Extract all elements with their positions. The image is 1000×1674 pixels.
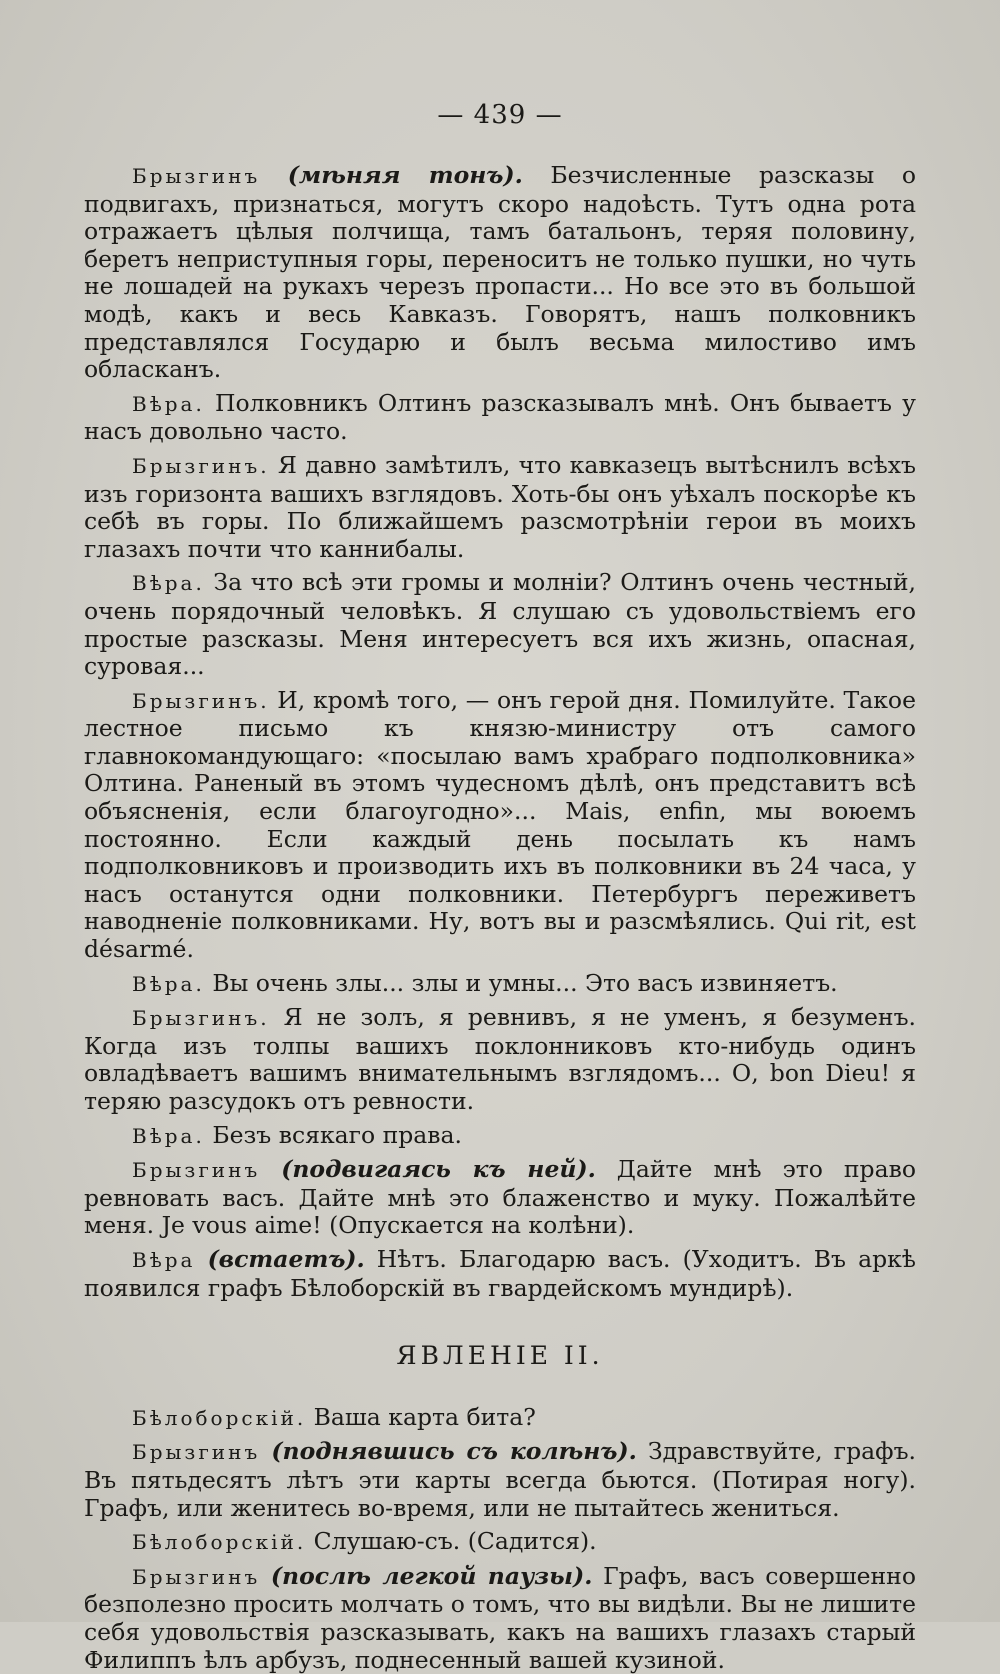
speaker-name: Вѣра. — [132, 971, 205, 996]
dialogue-text: Я давно замѣтилъ, что кавказецъ вытѣснилъ всѣхъ изъ горизонта вашихъ взглядовъ. Хоть-бы онъ уѣхалъ поскорѣе къ себѣ въ горы. По ближайшемъ разсмотрѣніи герои въ моихъ глазахъ почти что каннибалы. — [84, 450, 916, 563]
dialogue-text: Безъ всякаго права. — [204, 1120, 463, 1149]
speaker-name: Брызгинъ — [132, 1564, 261, 1589]
page-number: — 439 — — [437, 100, 563, 130]
dialogue-before-scene — [84, 162, 916, 1302]
dialogue-paragraph — [84, 1528, 916, 1557]
speaker-name: Вѣра — [132, 1247, 196, 1272]
speaker-name: Брызгинъ. — [132, 1006, 270, 1031]
dialogue-text: Дайте мнѣ это право ревновать васъ. Дайте мнѣ это блаженство и муку. Пожалѣйте меня. Je vous aime! (Опускается на колѣни). — [84, 1155, 916, 1240]
dialogue-paragraph — [84, 390, 916, 446]
dialogue-text: Безчисленные разсказы о подвигахъ, признаться, могутъ скоро надоѣсть. Тутъ одна рота отражаетъ цѣлыя полчища, тамъ батальонъ, теряя половину, беретъ неприступныя горы, переноситъ не только пушки, но чуть не лошадей на рукахъ черезъ пропасти... Но все это въ большой модѣ, какъ и весь Кавказъ. Говорятъ, нашъ полковникъ представлялся Государю и былъ весьма милостиво имъ обласканъ. — [84, 161, 916, 384]
dialogue-text: Графъ, васъ совершенно безполезно просить молчать о томъ, что вы видѣли. Вы не лишите себя удовольствія разсказывать, какъ на вашихъ глазахъ старый Филиппъ ѣлъ арбузъ, поднесенный вашей кузиной. — [84, 1561, 916, 1674]
dialogue-paragraph — [84, 1156, 916, 1240]
speaker-name: Вѣра. — [132, 391, 205, 416]
dialogue-text: Ваша карта бита? — [306, 1402, 536, 1431]
dialogue-paragraph — [84, 1122, 916, 1151]
dialogue-text: Нѣтъ. Благодарю васъ. (Уходитъ. Въ аркѣ появился графъ Бѣлоборскій въ гвардейскомъ мундирѣ). — [84, 1244, 916, 1302]
speaker-name: Бѣлоборскій. — [132, 1530, 307, 1555]
stage-direction: (мѣняя тонъ). — [287, 161, 523, 189]
dialogue-text: Слушаю-съ. (Садится). — [306, 1527, 597, 1556]
speaker-name: Вѣра. — [132, 571, 205, 596]
dialogue-paragraph — [84, 1404, 916, 1433]
dialogue-after-scene — [84, 1404, 916, 1674]
play-text — [84, 162, 916, 1674]
stage-direction: (послѣ легкой паузы). — [270, 1561, 593, 1590]
speaker-name: Брызгинъ — [132, 164, 261, 188]
dialogue-paragraph — [84, 569, 916, 680]
stage-direction: (встаетъ). — [207, 1244, 365, 1273]
dialogue-text: Здравствуйте, графъ. Въ пятьдесятъ лѣтъ эти карты всегда бьются. (Потирая ногу). Графъ, или женитесь во-время, или не пытайтесь жениться. — [84, 1437, 916, 1522]
dialogue-text: И, кромѣ того, — онъ герой дня. Помилуйте. Такое лестное письмо къ князю-министру отъ самого главнокомандующаго: «посылаю вамъ храбраго подполковника» Олтина. Раненый въ этомъ чудесномъ дѣлѣ, онъ представитъ всѣ объясненія, если благоугодно»... Mais, enfin, мы воюемъ постоянно. Если каждый день посылать къ намъ подполковниковъ и производить ихъ въ полковники въ 24 часа, у насъ останутся одни полковники. Петербургъ переживетъ наводненіе полковниками. Ну, вотъ вы и разсмѣялись. Qui rit, est désarmé. — [84, 685, 916, 964]
speaker-name: Брызгинъ. — [132, 453, 270, 478]
speaker-name: Брызгинъ — [132, 1440, 261, 1465]
dialogue-text: Полковникъ Олтинъ разсказывалъ мнѣ. Онъ бываетъ у насъ довольно часто. — [84, 388, 916, 446]
dialogue-paragraph — [84, 1246, 916, 1302]
dialogue-paragraph — [84, 1563, 916, 1674]
dialogue-paragraph — [84, 1438, 916, 1522]
stage-direction: (поднявшись съ колѣнъ). — [271, 1437, 637, 1466]
scene-heading: ЯВЛЕНІЕ II. — [396, 1341, 604, 1371]
dialogue-text: За что всѣ эти громы и молніи? Олтинъ очень честный, очень порядочный человѣкъ. Я слушаю съ удовольствіемъ его простые разсказы. Меня интересуетъ вся ихъ жизнь, опасная, суровая... — [84, 568, 916, 681]
dialogue-paragraph — [84, 162, 916, 384]
stage-direction: (подвигаясь къ ней). — [281, 1155, 596, 1184]
dialogue-text: Вы очень злы... злы и умны... Это васъ извиняетъ. — [204, 968, 838, 997]
dialogue-paragraph — [84, 1004, 916, 1115]
speaker-name: Бѣлоборскій. — [132, 1405, 307, 1430]
dialogue-paragraph — [84, 970, 916, 999]
dialogue-text: Я не золъ, я ревнивъ, я не уменъ, я безуменъ. Когда изъ толпы вашихъ поклонниковъ кто-нибудь одинъ овладѣваетъ вашимъ внимательнымъ взглядомъ... О, bon Dieu! я теряю разсудокъ отъ ревности. — [84, 1003, 916, 1115]
speaker-name: Брызгинъ. — [132, 688, 270, 713]
speaker-name: Вѣра. — [132, 1123, 205, 1148]
dialogue-paragraph — [84, 687, 916, 964]
dialogue-paragraph — [84, 452, 916, 563]
speaker-name: Брызгинъ — [132, 1158, 261, 1183]
